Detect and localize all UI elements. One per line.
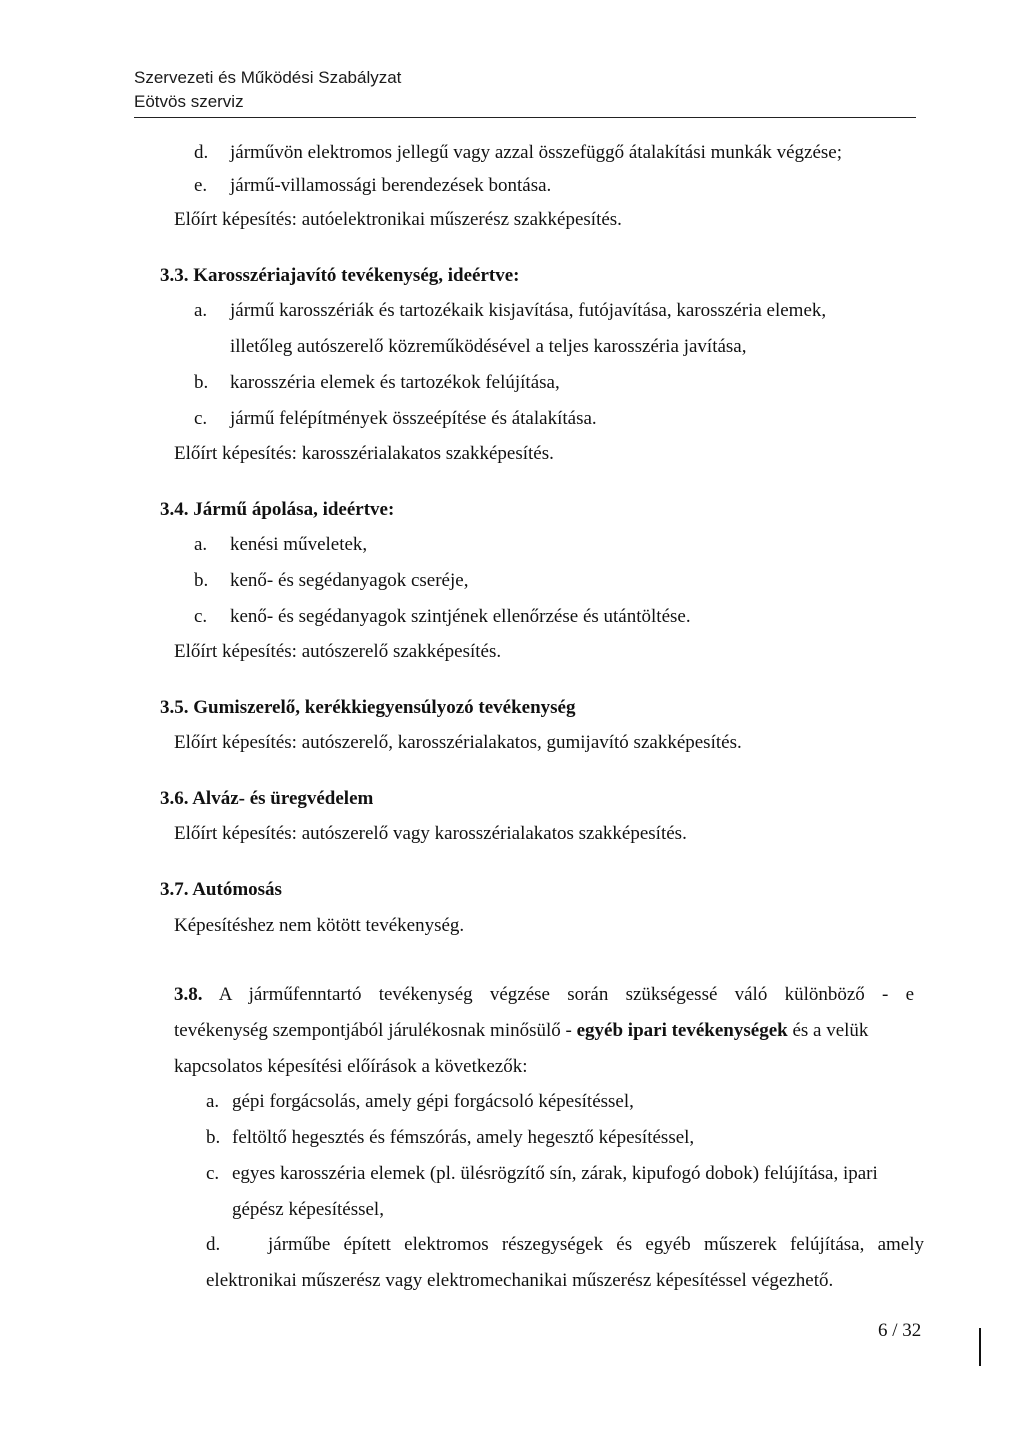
page-header	[134, 66, 401, 114]
list-item	[194, 406, 597, 432]
list-item	[194, 140, 842, 166]
body-text: Képesítéshez nem kötött tevékenység.	[174, 915, 465, 936]
margin-bar	[979, 1328, 981, 1366]
page-number: 6 / 32	[878, 1320, 922, 1341]
list-item-continuation: gépész képesítéssel,	[232, 1199, 384, 1220]
list-item	[206, 1089, 634, 1115]
paragraph-line	[174, 1018, 868, 1044]
list-marker: c.	[194, 606, 208, 627]
list-marker: d.	[206, 1234, 221, 1255]
list-item-text: jármű-villamossági berendezések bontása.	[230, 175, 552, 196]
list-marker: c.	[194, 408, 208, 429]
section-heading: 3.4. Jármű ápolása, ideértve:	[160, 499, 395, 520]
header-title: Szervezeti és Működési Szabályzat	[134, 68, 402, 87]
list-marker: b.	[194, 372, 209, 393]
header-subtitle: Eötvös szerviz	[134, 92, 244, 111]
list-item	[194, 370, 560, 396]
requirement-text: Előírt képesítés: autószerelő vagy karosszérialakatos szakképesítés.	[174, 823, 687, 844]
paragraph-line: kapcsolatos képesítési előírások a következők:	[174, 1056, 528, 1077]
section-heading: 3.7. Autómosás	[160, 879, 282, 900]
requirement-text: Előírt képesítés: autóelektronikai műszerész szakképesítés.	[174, 209, 622, 230]
header-rule	[134, 117, 916, 118]
list-item-text: járművön elektromos jellegű vagy azzal összefüggő átalakítási munkák végzése;	[230, 142, 843, 163]
list-marker: a.	[194, 534, 208, 555]
list-item	[206, 1232, 924, 1258]
list-item-text: egyes karosszéria elemek (pl. ülésrögzítő sín, zárak, kipufogó dobok) felújítása, ipari	[232, 1163, 878, 1184]
requirement-text: Előírt képesítés: karosszérialakatos szakképesítés.	[174, 443, 554, 464]
list-item-text: kenési műveletek,	[230, 534, 368, 555]
list-item	[194, 298, 914, 324]
list-marker: b.	[206, 1127, 221, 1148]
section-number: 3.8.	[174, 984, 203, 1005]
list-item-continuation: elektronikai műszerész vagy elektromechanikai műszerész képesítéssel végezhető.	[206, 1270, 834, 1291]
section-heading: 3.3. Karosszériajavító tevékenység, ideértve:	[160, 265, 520, 286]
list-marker: c.	[206, 1163, 220, 1184]
list-marker: a.	[206, 1091, 220, 1112]
list-marker: a.	[194, 300, 208, 321]
list-item-text: feltöltő hegesztés és fémszórás, amely hegesztő képesítéssel,	[232, 1127, 695, 1148]
list-item-text: kenő- és segédanyagok szintjének ellenőrzése és utántöltése.	[230, 606, 691, 627]
list-item	[194, 173, 551, 199]
list-item-text: járműbe épített elektromos részegységek és egyéb műszerek felújítása, amely	[268, 1234, 924, 1255]
list-marker: e.	[194, 175, 208, 196]
list-item-continuation: illetőleg autószerelő közreműködésével a teljes karosszéria javítása,	[230, 336, 747, 357]
emphasis-text: egyéb ipari tevékenységek	[576, 1020, 788, 1041]
list-item-text: jármű felépítmények összeépítése és átalakítása.	[230, 408, 597, 429]
requirement-text: Előírt képesítés: autószerelő szakképesítés.	[174, 641, 502, 662]
section-heading: 3.5. Gumiszerelő, kerékkiegyensúlyozó tevékenység	[160, 697, 576, 718]
list-marker: d.	[194, 142, 209, 163]
list-item	[194, 604, 691, 630]
paragraph-text: tevékenység szempontjából járulékosnak minősülő -	[174, 1020, 577, 1041]
list-marker: b.	[194, 570, 209, 591]
list-item	[206, 1161, 878, 1187]
list-item-text: karosszéria elemek és tartozékok felújítása,	[230, 372, 560, 393]
list-item-text: kenő- és segédanyagok cseréje,	[230, 570, 469, 591]
paragraph-text: és a velük	[787, 1020, 869, 1041]
list-item	[194, 568, 468, 594]
requirement-text: Előírt képesítés: autószerelő, karosszérialakatos, gumijavító szakképesítés.	[174, 732, 742, 753]
paragraph-text: A járműfenntartó tevékenység végzése során szükségessé váló különböző - e	[218, 984, 915, 1005]
paragraph-line	[174, 982, 914, 1008]
list-item-text: gépi forgácsolás, amely gépi forgácsoló képesítéssel,	[232, 1091, 634, 1112]
list-item-text: jármű karosszériák és tartozékaik kisjavítása, futójavítása, karosszéria elemek,	[230, 300, 827, 321]
section-heading: 3.6. Alváz- és üregvédelem	[160, 788, 374, 809]
list-item	[194, 532, 367, 558]
list-item	[206, 1125, 694, 1151]
